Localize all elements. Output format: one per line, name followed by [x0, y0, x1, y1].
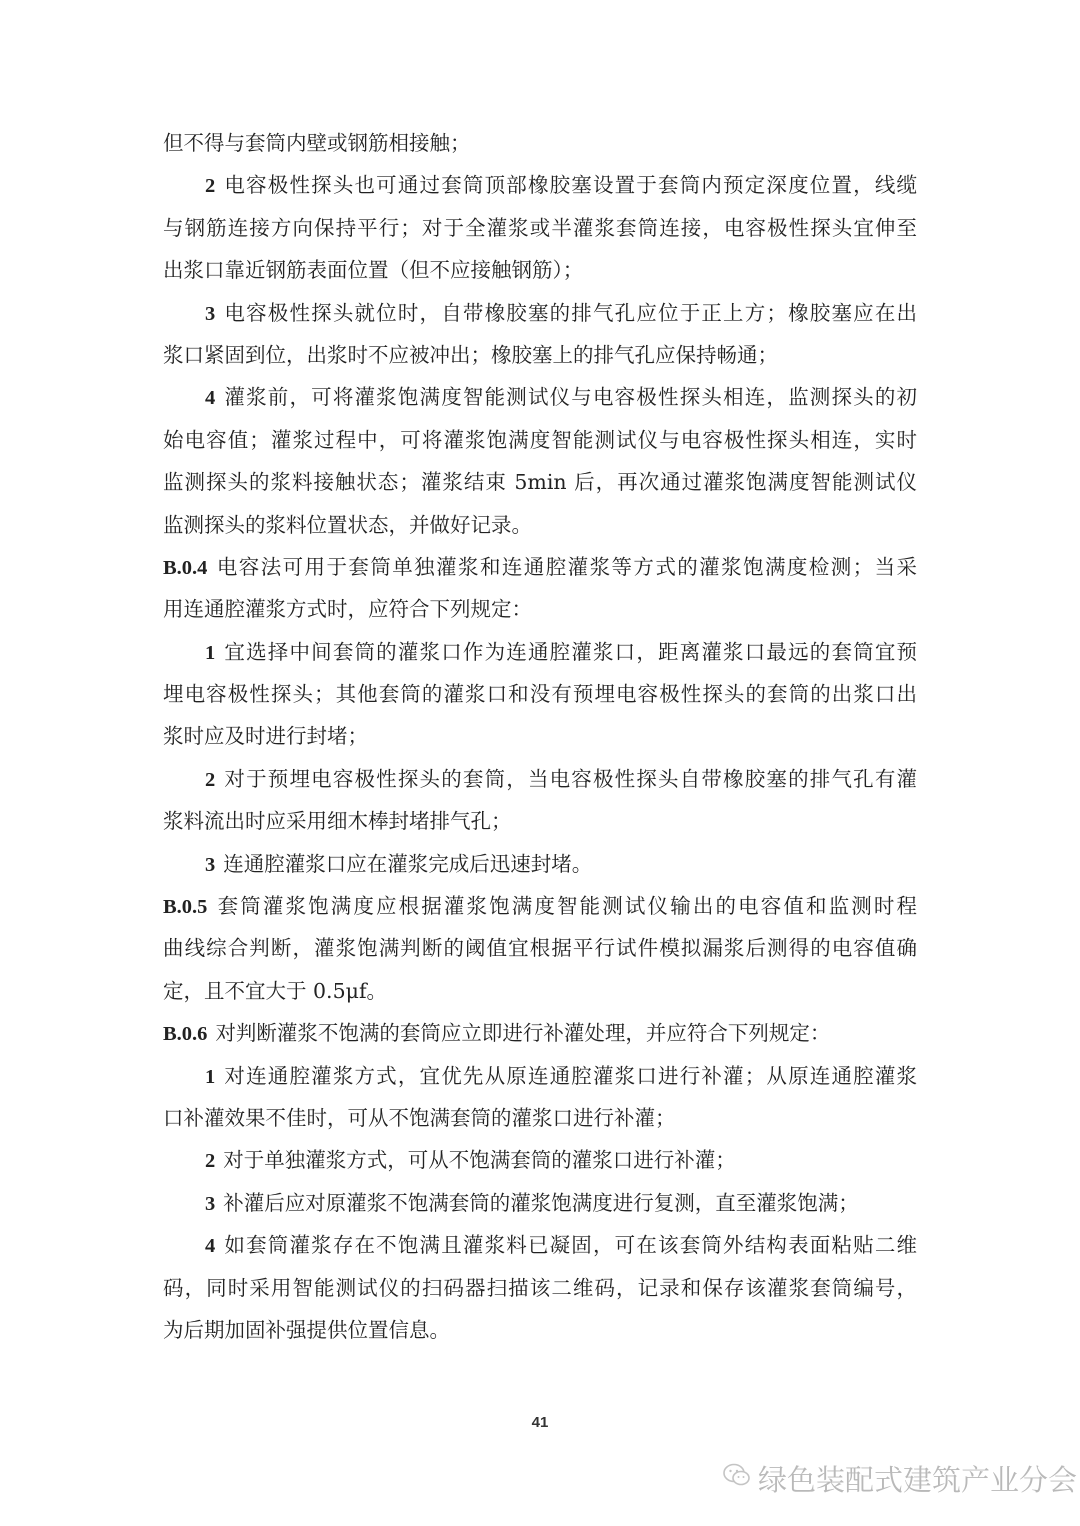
clause-line [163, 546, 917, 588]
text-line [163, 800, 917, 842]
clause-number: 4 [205, 387, 216, 410]
clause-number: 3 [205, 302, 216, 325]
clause-line [163, 843, 917, 885]
line-text: 与钢筋连接方向保持平行；对于全灌浆或半灌浆套筒连接，电容极性探头宜伸至 [163, 215, 917, 240]
clause-number: 3 [205, 1192, 216, 1215]
clause-line [163, 1224, 917, 1266]
line-text: 对于单独灌浆方式，可从不饱满套筒的灌浆口进行补灌； [223, 1148, 736, 1173]
clause-line [163, 376, 917, 418]
text-line [163, 1309, 917, 1351]
text-line [163, 207, 917, 249]
text-line [163, 1097, 917, 1139]
line-text: 监测探头的浆料位置状态，并做好记录。 [163, 512, 532, 537]
line-text: 电容法可用于套筒单独灌浆和连通腔灌浆等方式的灌浆饱满度检测；当采 [215, 554, 917, 579]
clause-line [163, 164, 917, 206]
line-text: 浆时应及时进行封堵； [163, 724, 368, 749]
clause-line [163, 1055, 917, 1097]
clause-number: B.0.5 [163, 896, 208, 919]
line-text: 始电容值；灌浆过程中，可将灌浆饱满度智能测试仪与电容极性探头相连，实时 [163, 427, 917, 452]
text-line [163, 334, 917, 376]
line-text: 套筒灌浆饱满度应根据灌浆饱满度智能测试仪输出的电容值和监测时程 [215, 894, 917, 919]
text-line [163, 249, 917, 291]
text-line [163, 970, 917, 1012]
clause-number: 1 [205, 641, 216, 664]
line-text: 定，且不宜大于 0.5μf。 [163, 978, 388, 1003]
clause-line [163, 1182, 917, 1224]
line-text: 出浆口靠近钢筋表面位置（但不应接触钢筋）； [163, 258, 584, 283]
line-text: 电容极性探头也可通过套筒顶部橡胶塞设置于套筒内预定深度位置，线缆 [223, 173, 917, 198]
line-text: 但不得与套筒内壁或钢筋相接触； [163, 131, 471, 155]
clause-line [163, 885, 917, 927]
line-text: 码，同时采用智能测试仪的扫码器扫描该二维码，记录和保存该灌浆套筒编号， [163, 1275, 917, 1300]
watermark [722, 1458, 1077, 1499]
clause-number: 4 [205, 1235, 216, 1258]
line-text: 对连通腔灌浆方式，宜优先从原连通腔灌浆口进行补灌；从原连通腔灌浆 [223, 1063, 917, 1088]
clause-number: 2 [205, 768, 216, 791]
text-line [163, 1267, 917, 1309]
line-text: 灌浆前，可将灌浆饱满度智能测试仪与电容极性探头相连，监测探头的初 [223, 385, 917, 410]
clause-number: B.0.6 [163, 1023, 208, 1046]
line-text: 对于预埋电容极性探头的套筒，当电容极性探头自带橡胶塞的排气孔有灌 [223, 766, 917, 791]
line-text: 为后期加固补强提供位置信息。 [163, 1317, 450, 1342]
line-text: 口补灌效果不佳时，可从不饱满套筒的灌浆口进行补灌； [163, 1105, 676, 1130]
line-text: 浆口紧固到位，出浆时不应被冲出；橡胶塞上的排气孔应保持畅通； [163, 342, 778, 367]
line-text: 电容极性探头就位时，自带橡胶塞的排气孔应位于正上方；橡胶塞应在出 [223, 300, 917, 325]
text-line [163, 419, 917, 461]
clause-line [163, 758, 917, 800]
clause-number: 3 [205, 853, 216, 876]
clause-line [163, 1012, 917, 1054]
clause-number: 2 [205, 1150, 216, 1173]
line-text: 用连通腔灌浆方式时，应符合下列规定： [163, 597, 532, 622]
clause-line [163, 631, 917, 673]
line-text: 浆料流出时应采用细木棒封堵排气孔； [163, 809, 512, 834]
line-text: 如套筒灌浆存在不饱满且灌浆料已凝固，可在该套筒外结构表面粘贴二维 [223, 1233, 917, 1258]
text-line [163, 461, 917, 503]
document-body [163, 122, 917, 1351]
text-line [163, 673, 917, 715]
line-text: 曲线综合判断，灌浆饱满判断的阈值宜根据平行试件模拟漏浆后测得的电容值确 [163, 936, 917, 961]
clause-number: 1 [205, 1065, 216, 1088]
text-line [163, 504, 917, 546]
text-line [163, 588, 917, 630]
text-line [163, 927, 917, 969]
line-text: 补灌后应对原灌浆不饱满套筒的灌浆饱满度进行复测，直至灌浆饱满； [223, 1190, 859, 1215]
line-text: 宜选择中间套筒的灌浆口作为连通腔灌浆口，距离灌浆口最远的套筒宜预 [223, 639, 917, 664]
clause-number: 2 [205, 175, 216, 198]
line-text: 连通腔灌浆口应在灌浆完成后迅速封堵。 [223, 851, 593, 876]
clause-line [163, 1139, 917, 1181]
wechat-icon [722, 1461, 752, 1496]
clause-line [163, 292, 917, 334]
line-text: 埋电容极性探头；其他套筒的灌浆口和没有预埋电容极性探头的套筒的出浆口出 [163, 682, 917, 707]
clause-number: B.0.4 [163, 556, 208, 579]
watermark-text: 绿色装配式建筑产业分会 [758, 1463, 1078, 1497]
line-text: 监测探头的浆料接触状态；灌浆结束 5min 后，再次通过灌浆饱满度智能测试仪 [163, 470, 917, 495]
text-line [163, 122, 917, 164]
text-line [163, 715, 917, 757]
page-number: 41 [531, 1414, 549, 1431]
line-text: 对判断灌浆不饱满的套筒应立即进行补灌处理，并应符合下列规定： [215, 1021, 831, 1046]
